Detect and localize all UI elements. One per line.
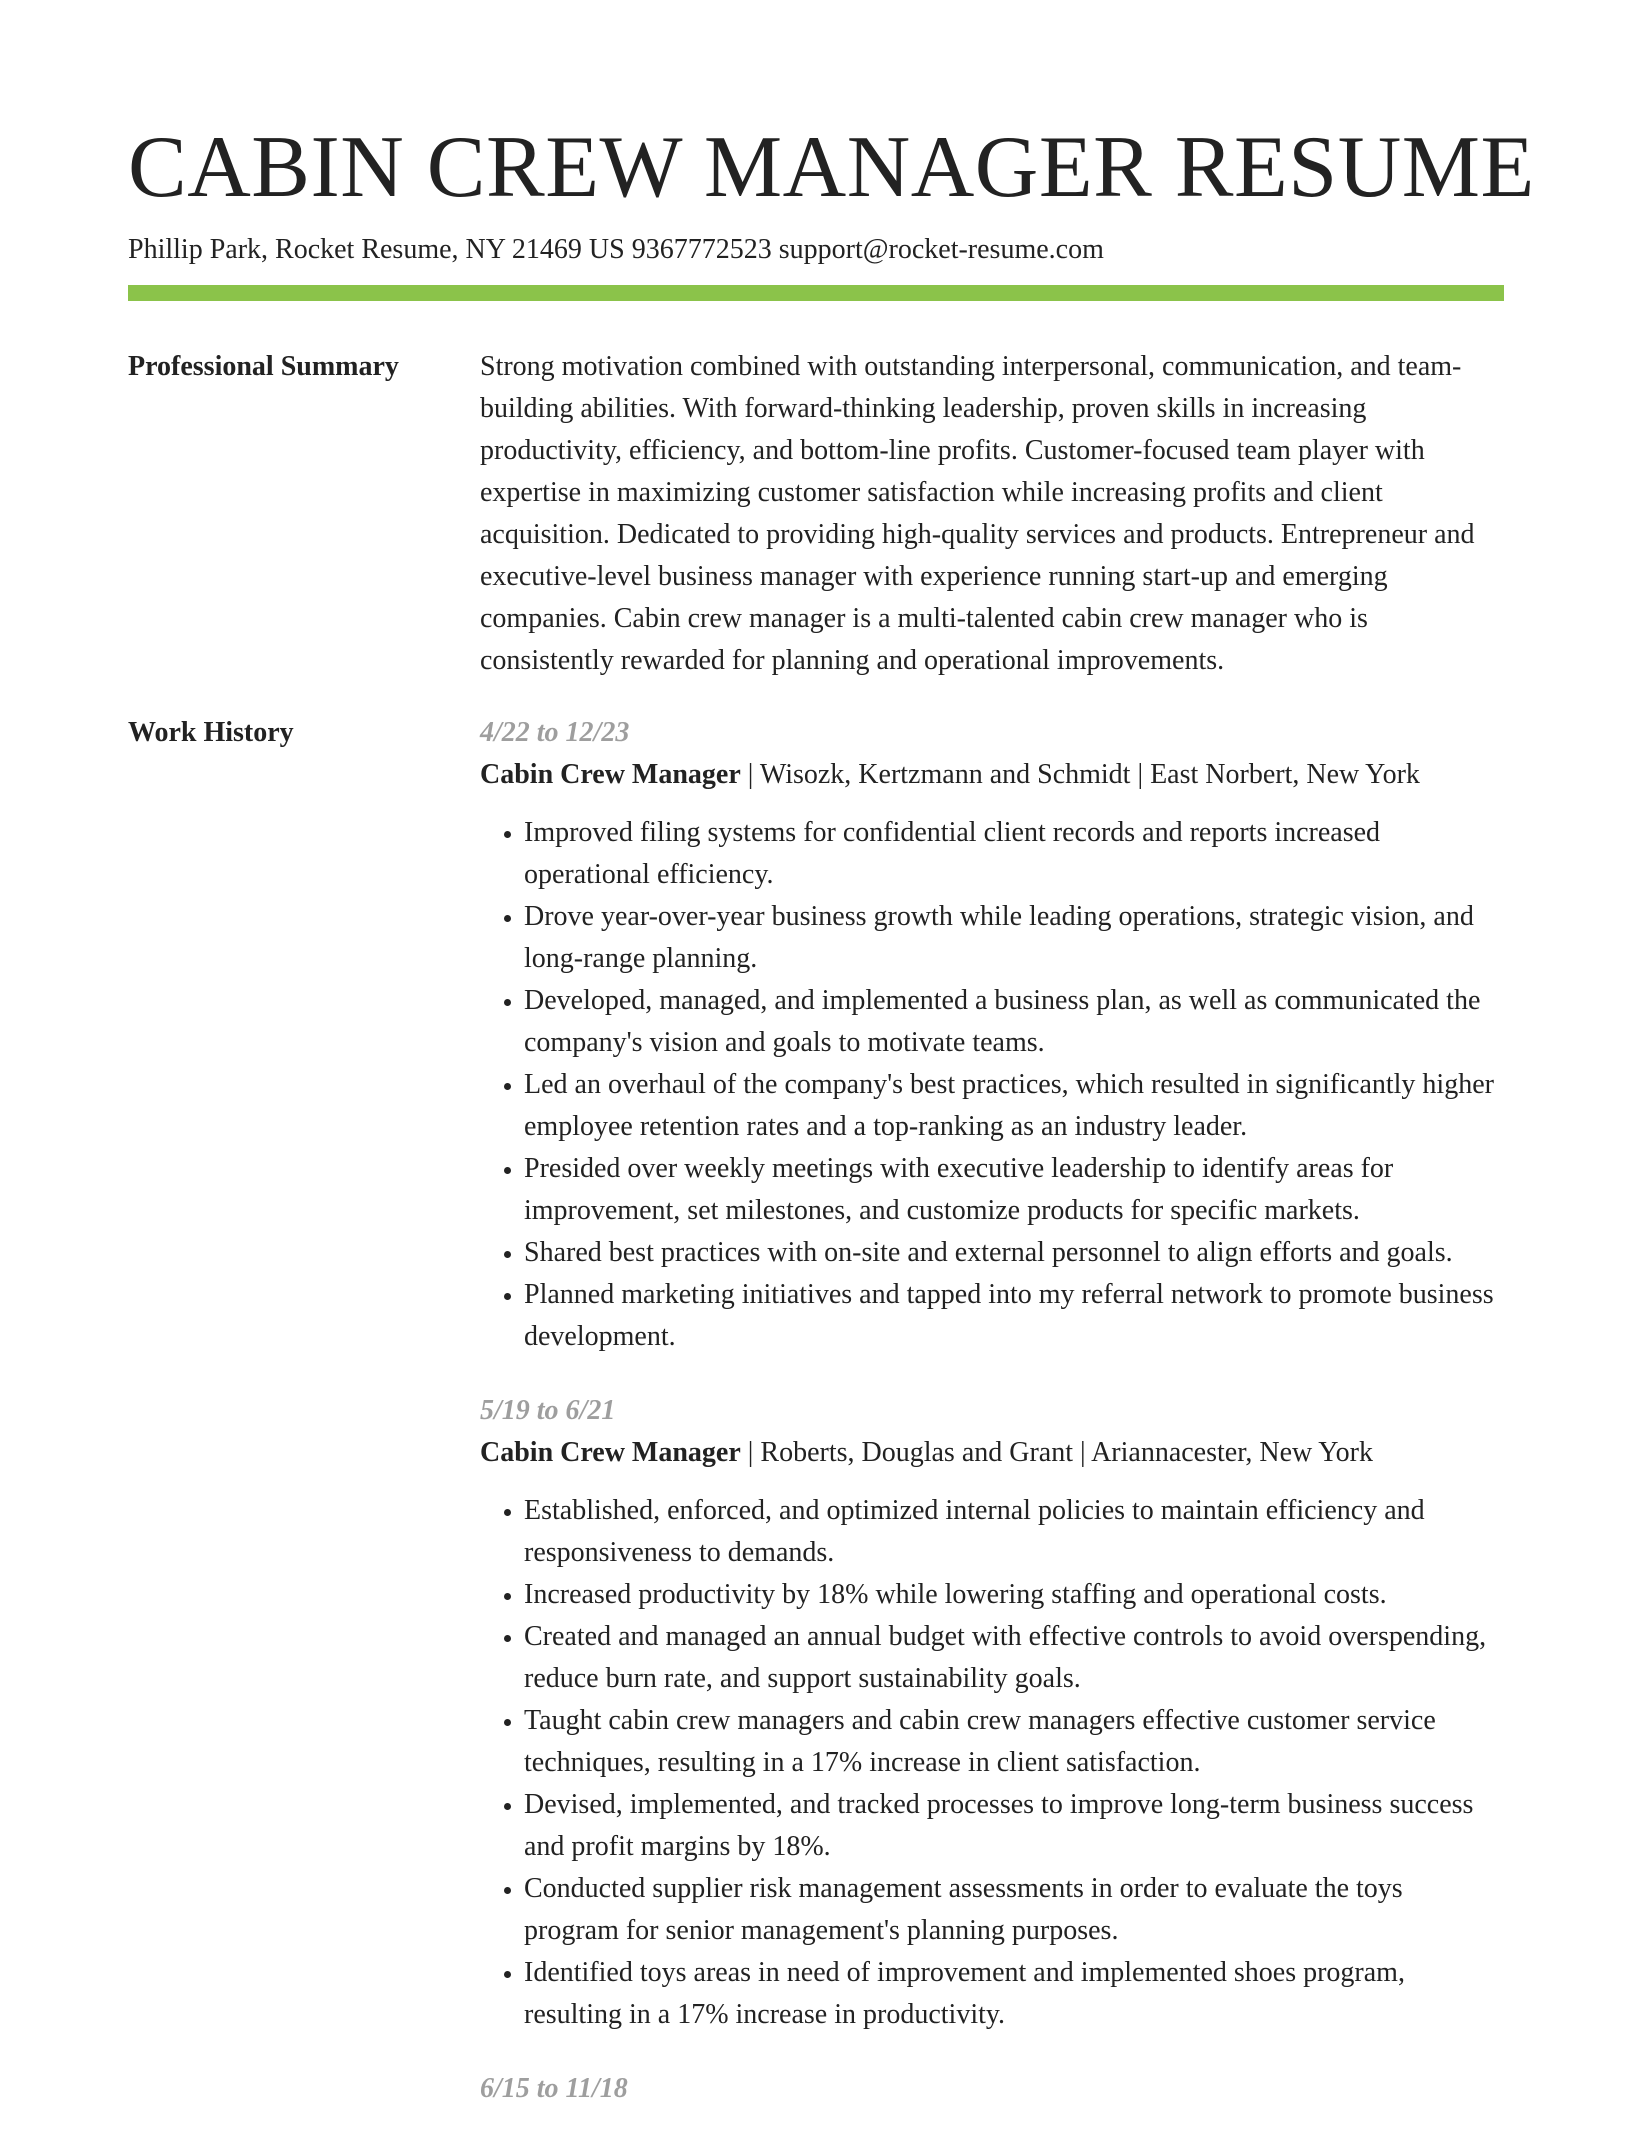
job-employer-location: | Wisozk, Kertzmann and Schmidt | East Norbert, New York: [740, 759, 1420, 790]
job-bullet: • Identified toys areas in need of improvement and implemented shoes program, resulting in a 17% increase in productivity.: [524, 1952, 1504, 2036]
header-divider: [128, 285, 1504, 301]
job-bullet: • Established, enforced, and optimized internal policies to maintain efficiency and responsiveness to demands.: [524, 1490, 1504, 1574]
job-bullet-list: [480, 1490, 1504, 2036]
job-heading: [480, 1432, 1504, 1474]
job-bullet: • Led an overhaul of the company's best practices, which resulted in significantly higher employee retention rates and a top-ranking as an industry leader.: [524, 1064, 1504, 1148]
resume-title: CABIN CREW MANAGER RESUME: [128, 119, 1535, 216]
job-bullet: • Developed, managed, and implemented a business plan, as well as communicated the company's vision and goals to motivate teams.: [524, 980, 1504, 1064]
job-bullet: • Devised, implemented, and tracked processes to improve long-term business success and profit margins by 18%.: [524, 1784, 1504, 1868]
job-dates: 6/15 to 11/18: [480, 2073, 628, 2104]
job-entry: [480, 1390, 1504, 2036]
work-history-content: [480, 712, 1504, 2142]
contact-line: Phillip Park, Rocket Resume, NY 21469 US 9367772523 support@rocket-resume.com: [128, 234, 1104, 265]
job-bullet: • Drove year-over-year business growth while leading operations, strategic vision, and long-range planning.: [524, 896, 1504, 980]
job-dates: 5/19 to 6/21: [480, 1395, 616, 1426]
job-bullet: • Created and managed an annual budget with effective controls to avoid overspending, reduce burn rate, and support sustainability goals.: [524, 1616, 1504, 1700]
job-bullet: • Planned marketing initiatives and tapped into my referral network to promote business development.: [524, 1274, 1504, 1358]
summary-content: [480, 346, 1504, 682]
job-heading: [480, 754, 1504, 796]
summary-text: Strong motivation combined with outstanding interpersonal, communication, and team-building abilities. With forward-thinking leadership, proven skills in increasing productivity, efficiency, and bottom-line profits. Customer-focused team player with expertise in maximizing customer satisfaction while increasing profits and client acquisition. Dedicated to providing high-quality services and products. Entrepreneur and executive-level business manager with experience running start-up and emerging companies. Cabin crew manager is a multi-talented cabin crew manager who is consistently rewarded for planning and operational improvements.: [480, 351, 1475, 676]
job-title: Cabin Crew Manager: [480, 759, 741, 790]
job-bullet: • Increased productivity by 18% while lowering staffing and operational costs.: [524, 1574, 1504, 1616]
job-entry: [480, 712, 1504, 1358]
section-label-work-history: Work History: [128, 717, 294, 748]
job-dates: 4/22 to 12/23: [480, 717, 630, 748]
job-bullet: • Taught cabin crew managers and cabin crew managers effective customer service techniques, resulting in a 17% increase in client satisfaction.: [524, 1700, 1504, 1784]
job-bullet: • Presided over weekly meetings with executive leadership to identify areas for improvement, set milestones, and customize products for specific markets.: [524, 1148, 1504, 1232]
job-entry: [480, 2068, 1504, 2110]
job-employer-location: | Roberts, Douglas and Grant | Ariannacester, New York: [740, 1437, 1373, 1468]
job-bullet: • Conducted supplier risk management assessments in order to evaluate the toys program for senior management's planning purposes.: [524, 1868, 1504, 1952]
job-bullet-list: [480, 812, 1504, 1358]
job-title: Cabin Crew Manager: [480, 1437, 741, 1468]
job-bullet: • Improved filing systems for confidential client records and reports increased operational efficiency.: [524, 812, 1504, 896]
section-label-summary: Professional Summary: [128, 351, 399, 382]
job-bullet: • Shared best practices with on-site and external personnel to align efforts and goals.: [524, 1232, 1504, 1274]
